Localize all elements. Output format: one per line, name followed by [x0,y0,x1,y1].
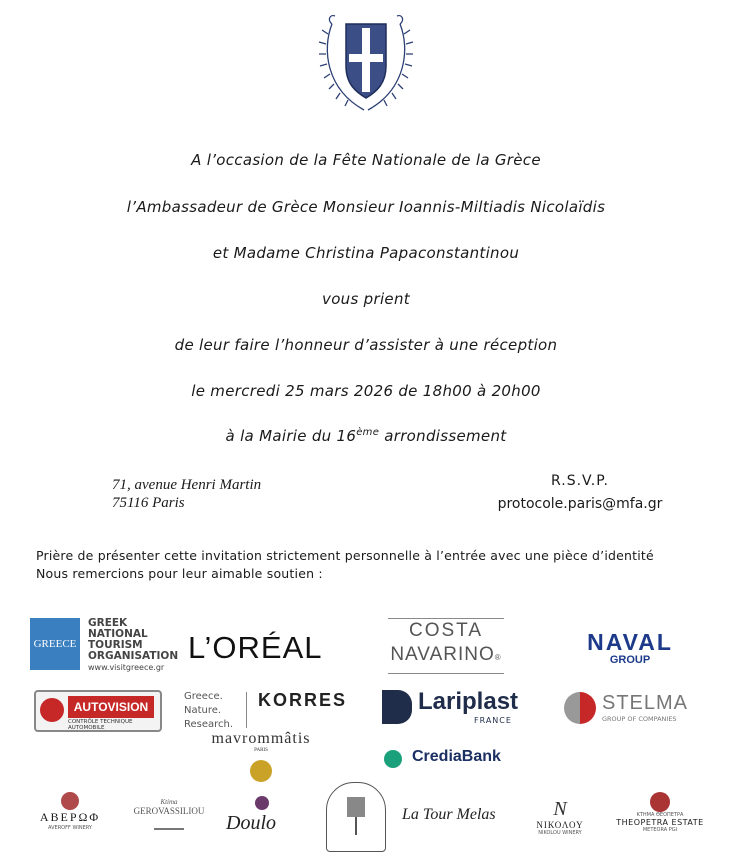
crediabank-logo: CrediaBank [384,748,524,770]
averoff-emblem-icon [61,792,79,810]
note-identity: Prière de présenter cette invitation strictement personnelle à l’entrée avec une pièce d’identité [36,548,654,563]
theopetra-logo: ΚΤΗΜΑ ΘΕΟΠΕΤΡΑ THEOPETRA ESTATE METEORA PGI [614,792,706,833]
nikolou-logo: N ΝΙΚΟΛΟΥ NIKOLOU WINERY [536,798,584,836]
averoff-logo: ΑΒΕΡΩΦ AVEROFF WINERY [30,792,110,831]
korres-logo: KORRES [258,690,348,710]
venue-pre: à la Mairie du 16 [225,427,357,445]
gnto-logo [30,618,180,674]
invitation-line-date: le mercredi 25 mars 2026 de 18h00 à 20h00 [191,382,541,400]
invitation-line-ambassador: l’Ambassadeur de Grèce Monsieur Ioannis-Miltiadis Nicolaïdis [126,198,606,216]
invitation-line-honneur: de leur faire l’honneur d’assister à une réception [174,336,558,354]
note-thanks: Nous remercions pour leur aimable soutien : [36,566,323,581]
venue-sup: ème [356,427,380,438]
wine-estate-crest-icon [326,782,386,852]
invitation-line-prient: vous prient [322,290,410,308]
autovision-logo: AUTOVISION CONTRÔLE TECHNIQUE AUTOMOBILE [34,690,162,732]
address-city: 75116 Paris [112,495,185,511]
douloufakis-logo: Doulo [226,812,276,834]
loreal-logo: L’ORÉAL [188,630,323,665]
korres-divider [246,692,247,728]
greek-coat-of-arms [318,4,414,116]
rsvp-email[interactable]: protocole.paris@mfa.gr [497,496,663,512]
douloufakis-emblem-icon [255,796,269,810]
korres-tagline: Greece. Nature. Research. [184,691,234,730]
gnto-text: GREEK NATIONAL TOURISM ORGANISATION www.visitgreece.gr [88,617,179,672]
costa-navarino-logo: COSTA NAVARINO® [388,618,504,674]
invitation-line-madame: et Madame Christina Papaconstantinou [212,244,520,262]
stelma-logo: STELMA GROUP OF COMPANIES [564,690,704,730]
mavrommatis-emblem-icon [250,760,272,782]
gerovassiliou-logo: Ktima GEROVASSILIOU [124,798,214,830]
theopetra-emblem-icon [650,792,670,812]
la-tour-melas-logo: La Tour Melas [402,806,496,823]
mavrommatis-logo: mavrommâtis PARIS [211,730,311,753]
address-street: 71, avenue Henri Martin [112,477,262,493]
lariplast-logo: Lariplast FRANCE [382,688,522,728]
gnto-box: GREECE [30,618,80,670]
rsvp-label: R.S.V.P. [551,473,609,489]
naval-group-logo: NAVAL GROUP [587,629,673,666]
invitation-line-occasion: A l’occasion de la Fête Nationale de la Grèce [191,151,541,169]
invitation-line-venue [0,427,732,445]
venue-post: arrondissement [379,427,507,445]
